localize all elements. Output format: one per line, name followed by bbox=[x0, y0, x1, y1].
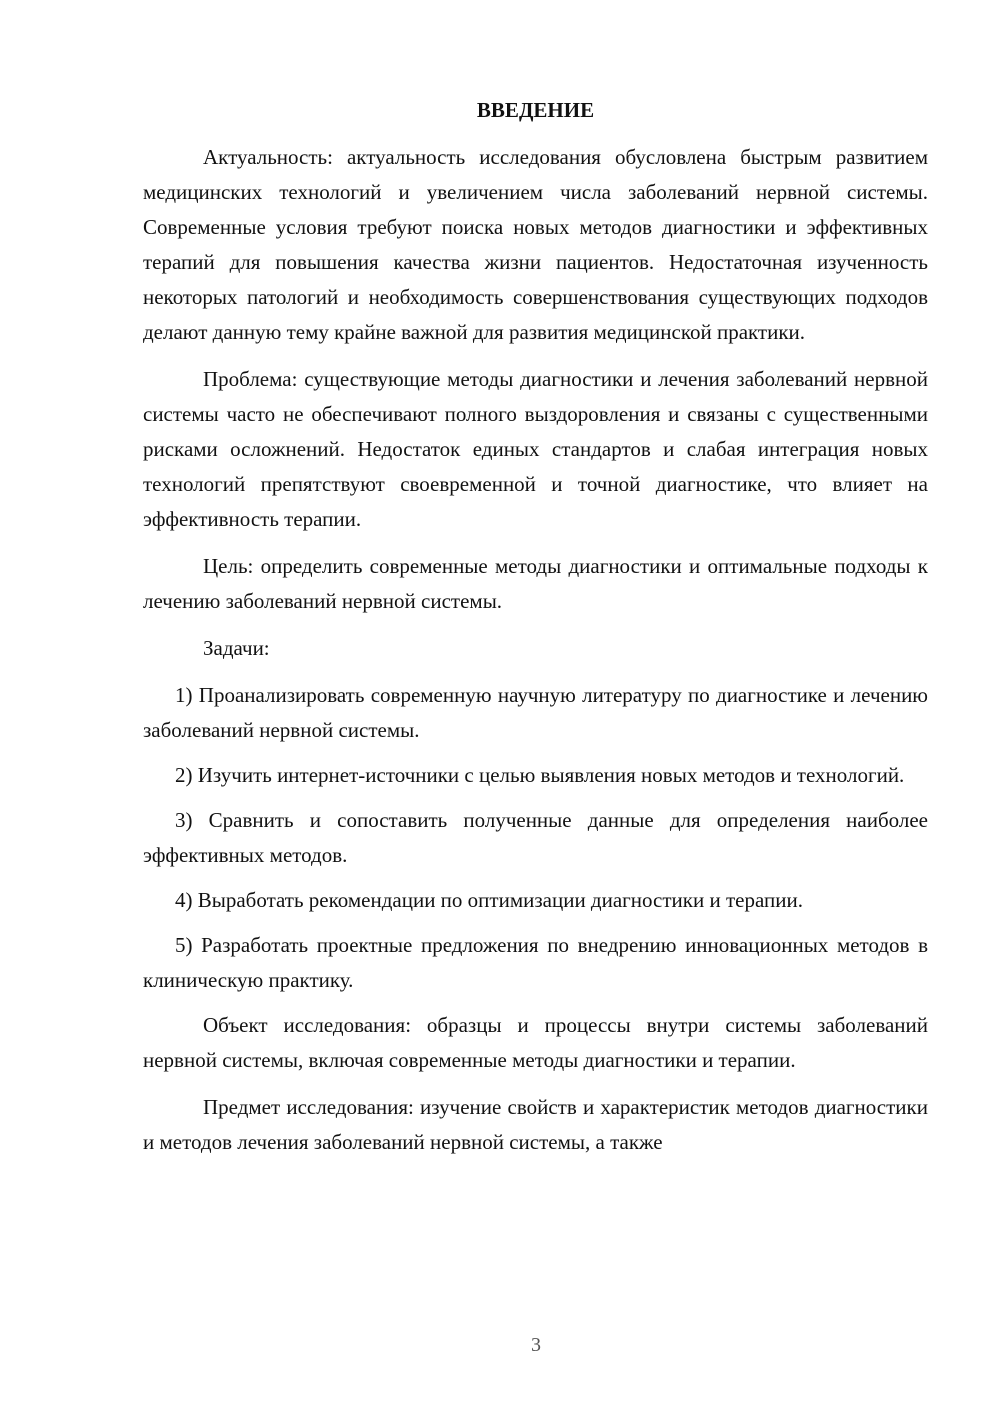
paragraph-subject: Предмет исследования: изучение свойств и характеристик методов диагностики и методов лечения заболеваний нервной системы, а также bbox=[143, 1095, 934, 1154]
task-item-3: 3) Сравнить и сопоставить полученные данные для определения наиболее эффективных методов. bbox=[143, 808, 928, 867]
tasks-list bbox=[143, 678, 928, 998]
task-item-2: 2) Изучить интернет-источники с целью выявления новых методов и технологий. bbox=[175, 763, 905, 787]
task-item-1: 1) Проанализировать современную научную литературу по диагностике и лечению заболеваний нервной системы. bbox=[143, 683, 928, 742]
task-item-5: 5) Разработать проектные предложения по внедрению инновационных методов в клиническую практику. bbox=[143, 933, 928, 992]
task-item-4: 4) Выработать рекомендации по оптимизации диагностики и терапии. bbox=[175, 888, 803, 912]
page-number: 3 bbox=[531, 1334, 541, 1356]
page-content bbox=[143, 93, 934, 1172]
paragraph-object: Объект исследования: образцы и процессы внутри системы заболеваний нервной системы, включая современные методы диагностики и терапии. bbox=[143, 1013, 934, 1072]
tasks-heading: Задачи: bbox=[203, 636, 270, 660]
page-title: ВВЕДЕНИЕ bbox=[476, 98, 595, 122]
paragraph-goal: Цель: определить современные методы диагностики и оптимальные подходы к лечению заболеваний нервной системы. bbox=[143, 554, 934, 613]
paragraph-relevance: Актуальность: актуальность исследования обусловлена быстрым развитием медицинских технологий и увеличением числа заболеваний нервной системы. Современные условия требуют поиска новых методов диагностики и эффективных терапий для повышения качества жизни пациентов. Недостаточная изученность некоторых патологий и необходимость совершенствования существующих подходов делают данную тему крайне важной для развития медицинской практики. bbox=[143, 145, 934, 344]
paragraph-problem: Проблема: существующие методы диагностики и лечения заболеваний нервной системы часто не обеспечивают полного выздоровления и связаны с существенными рисками осложнений. Недостаток единых стандартов и слабая интеграция новых технологий препятствуют своевременной и точной диагностике, что влияет на эффективность терапии. bbox=[143, 367, 934, 531]
